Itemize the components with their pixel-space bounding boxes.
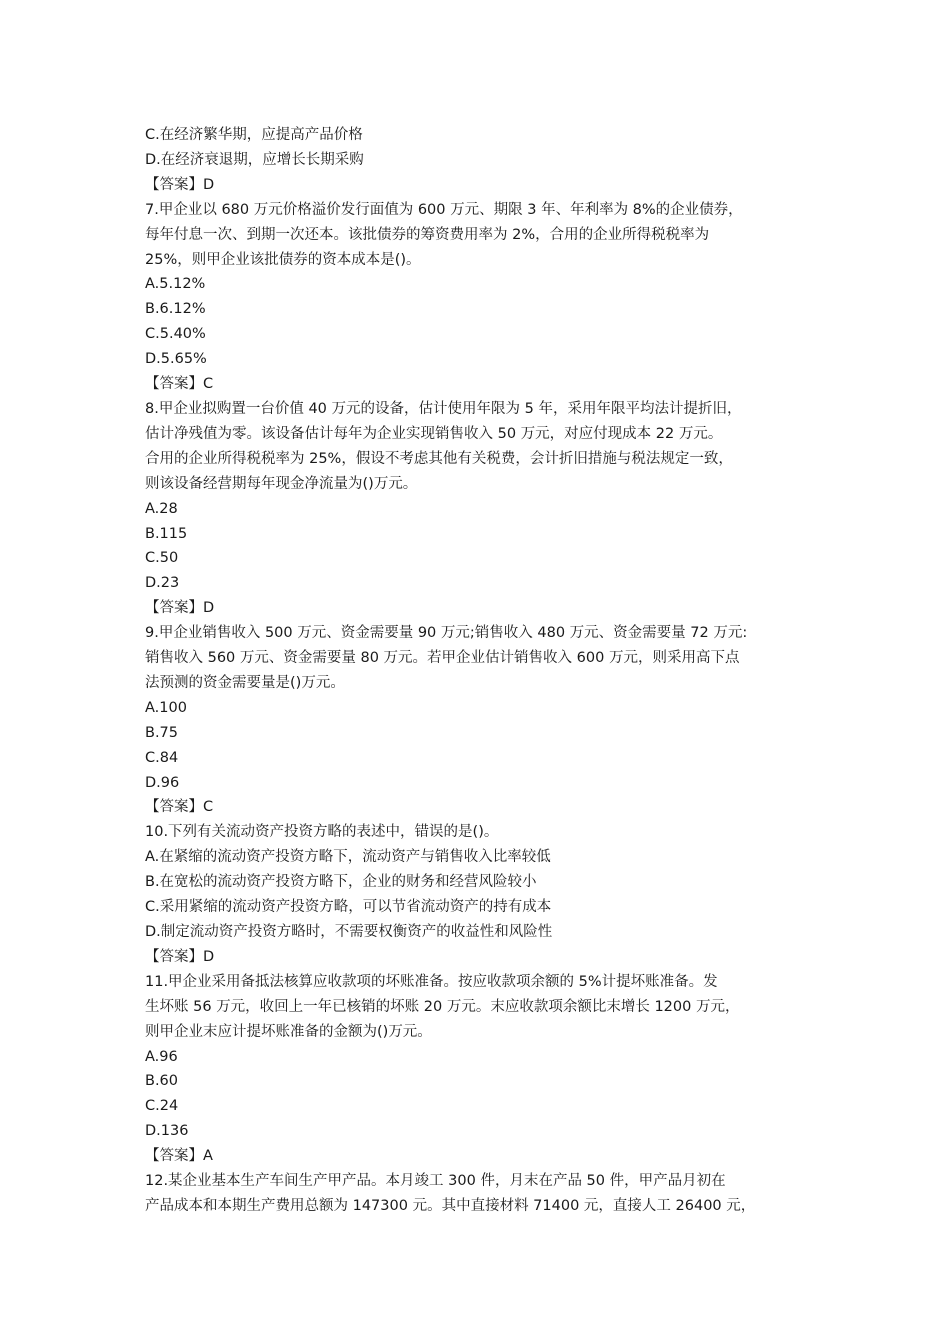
text-line: B.60 <box>145 1073 179 1090</box>
text-line: C.5.40% <box>145 326 206 343</box>
text-line: D.136 <box>145 1123 189 1140</box>
text-line: B.在宽松的流动资产投资方略下，企业的财务和经营风险较小 <box>145 874 537 891</box>
text-line: A.100 <box>145 699 187 716</box>
text-line: C.24 <box>145 1098 179 1115</box>
text-line: 则该设备经营期每年现金净流量为()万元。 <box>145 475 418 492</box>
text-line: D.制定流动资产投资方略时，不需要权衡资产的收益性和风险性 <box>145 924 553 940</box>
text-line: B.115 <box>145 525 188 542</box>
answer-line: 【答案】D <box>145 600 215 617</box>
text-line: 法预测的资金需要量是()万元。 <box>145 674 345 691</box>
text-line: A.5.12% <box>145 276 206 293</box>
text-line: D.23 <box>145 575 180 592</box>
text-line: C.84 <box>145 749 179 766</box>
text-line: 则甲企业末应计提坏账准备的金额为()万元。 <box>145 1023 432 1040</box>
text-line: 销售收入 560 万元、资金需要量 80 万元。若甲企业估计销售收入 600 万元，则采用高下点 <box>145 650 740 667</box>
text-line: 7.甲企业以 680 万元价格溢价发行面值为 600 万元、期限 3 年、年利率为 8%的企业债券， <box>145 201 743 218</box>
text-line: C.采用紧缩的流动资产投资方略，可以节省流动资产的持有成本 <box>145 899 552 916</box>
text-line: B.75 <box>145 724 179 741</box>
text-line: 每年付息一次、到期一次还本。该批债券的筹资费用率为 2%，合用的企业所得税税率为 <box>145 226 710 243</box>
text-line: D.在经济衰退期，应增长长期采购 <box>145 151 364 168</box>
answer-line: 【答案】A <box>145 1148 213 1165</box>
text-line: D.5.65% <box>145 351 207 368</box>
answer-line: 【答案】C <box>145 799 214 816</box>
text-line: C.在经济繁华期，应提高产品价格 <box>145 127 363 143</box>
text-line: 合用的企业所得税税率为 25%，假设不考虑其他有关税费，会计折旧措施与税法规定一致， <box>145 450 733 467</box>
text-line: 估计净残值为零。该设备估计每年为企业实现销售收入 50 万元，对应付现成本 22 万元。 <box>145 425 723 442</box>
text-line: B.6.12% <box>145 301 206 318</box>
text-line: 9.甲企业销售收入 500 万元、资金需要量 90 万元;销售收入 480 万元、资金需要量 72 万元: <box>145 625 748 642</box>
text-line: A.96 <box>145 1048 178 1065</box>
text-line: 11.甲企业采用备抵法核算应收款项的坏账准备。按应收款项余额的 5%计提坏账准备。发 <box>145 973 718 990</box>
text-line: 8.甲企业拟购置一台价值 40 万元的设备，估计使用年限为 5 年，采用年限平均法计提折旧， <box>145 400 742 417</box>
text-line: 25%，则甲企业该批债券的资本成本是()。 <box>145 251 421 268</box>
text-line: 10.下列有关流动资产投资方略的表述中，错误的是()。 <box>145 824 499 841</box>
text-line: 产品成本和本期生产费用总额为 147300 元。其中直接材料 71400 元，直接人工 26400 元， <box>145 1197 756 1214</box>
answer-line: 【答案】C <box>145 376 214 393</box>
text-line: A.在紧缩的流动资产投资方略下，流动资产与销售收入比率较低 <box>145 849 551 866</box>
text-line: 生坏账 56 万元，收回上一年已核销的坏账 20 万元。末应收款项余额比末增长 1200 万元， <box>145 998 740 1015</box>
text-line: A.28 <box>145 500 178 517</box>
text-line: 12.某企业基本生产车间生产甲产品。本月竣工 300 件，月末在产品 50 件，甲产品月初在 <box>145 1173 726 1190</box>
text-line: C.50 <box>145 550 179 567</box>
answer-line: 【答案】D <box>145 176 215 193</box>
text-line: D.96 <box>145 774 180 791</box>
answer-line: 【答案】D <box>145 948 215 965</box>
document-page <box>145 123 815 1219</box>
